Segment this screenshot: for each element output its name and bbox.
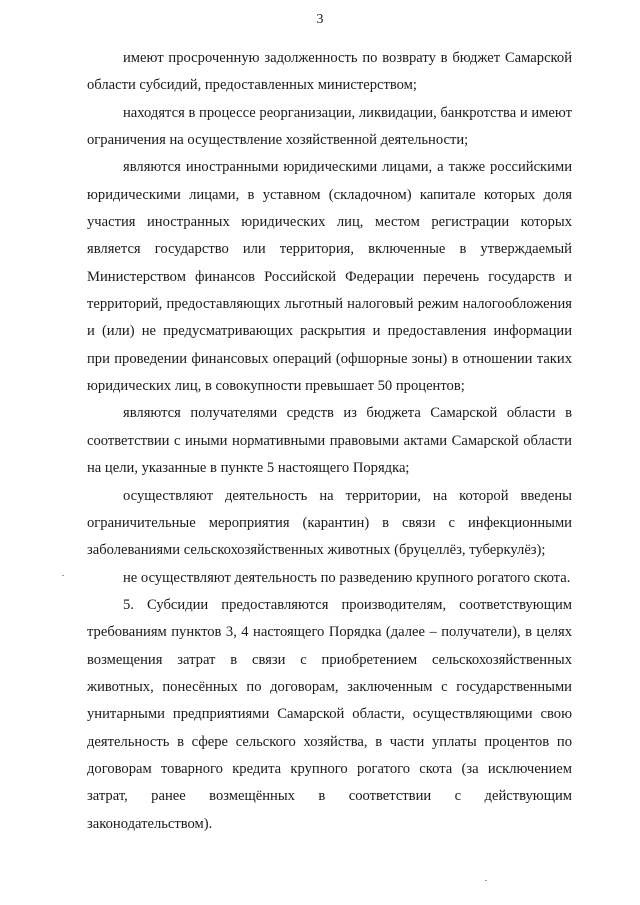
document-body [87, 45, 572, 838]
list-item-quarantine-territory: осуществляют деятельность на территории, на которой введены ограничительные мероприятия (карантин) в связи с инфекционными заболеваниями сельскохозяйственных животных (бруцеллёз, туберкулёз); [87, 487, 572, 559]
list-item-foreign-entities: являются иностранными юридическими лицами, а также российскими юридическими лицами, в уставном (складочном) капитале которых доля участия иностранных юридических лиц, местом регистрации которых является государство или территория, включенные в утверждаемый Министерством финансов Российской Федерации перечень государств и территорий, предоставляющих льготный налоговый режим налогообложения и (или) не предусматривающих раскрытия и предоставления информации при проведении финансовых операций (офшорные зоны) в отношении таких юридических лиц, в совокупности превышает 50 процентов; [87, 159, 572, 395]
paragraph-5-subsidies: 5. Субсидии предоставляются производителям, соответствующим требованиям пунктов 3, 4 настоящего Порядка (далее – получатели), в целях возмещения затрат в связи с приобретением сельскохозяйственных животных, понесённых по договорам, заключенным с государственными унитарными предприятиями Самарской области, осуществляющими свою деятельность в сфере сельского хозяйства, в части уплаты процентов по договорам товарного кредита крупного рогатого скота (за исключением затрат, ранее возмещённых в соответствии с действующим законодательством). [87, 596, 572, 832]
scan-speck [62, 575, 64, 576]
list-item-no-cattle-breeding: не осуществляют деятельность по разведению крупного рогатого скота. [123, 569, 571, 586]
page-number: 3 [316, 12, 324, 27]
list-item-reorganization: находятся в процессе реорганизации, ликвидации, банкротства и имеют ограничения на осуществление хозяйственной деятельности; [87, 104, 572, 149]
scan-speck [485, 880, 487, 881]
list-item-overdue-debt: имеют просроченную задолженность по возврату в бюджет Самарской области субсидий, предоставленных министерством; [87, 50, 572, 94]
list-item-other-budget-funds: являются получателями средств из бюджета Самарской области в соответствии с иными нормативными правовыми актами Самарской области на цели, указанные в пункте 5 настоящего Порядка; [87, 405, 572, 477]
